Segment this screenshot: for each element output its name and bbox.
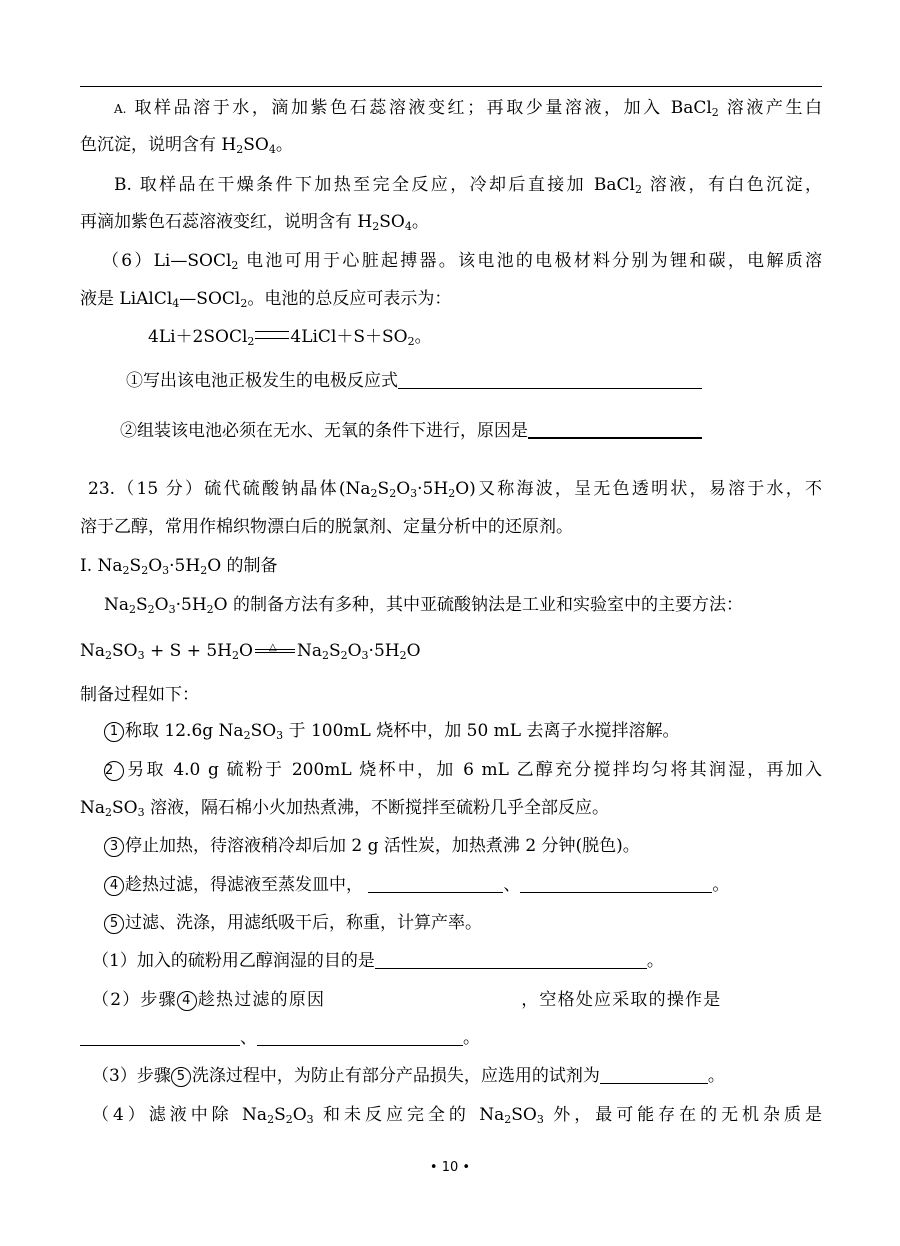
step-number: 3 (104, 837, 124, 857)
step-4: 4 趁热过滤，得滤液至蒸发皿中， 、 。 (104, 874, 822, 896)
answer-blank[interactable] (368, 875, 503, 893)
step-5: 5 过滤、洗涤，用滤纸吸干后，称重，计算产率。 (104, 912, 822, 934)
option-b-line-2: 再滴加紫色石蕊溶液变红，说明含有 $H_2SO_4$。 (80, 212, 429, 233)
reaction-equation: $Na_2SO_3 + S + 5H_2O$ △ $Na_2S_2O_3\cdot 5H_2O$ (80, 640, 822, 662)
question-4: （4）滤液中除 $Na_2S_2O_3$ 和未反应完全的 $Na_2SO_3$ 外，最可能存在的无机杂质是 (92, 1105, 822, 1126)
step-number: 4 (104, 876, 124, 896)
step-number: 4 (177, 991, 197, 1011)
q6-part-2: ②组装该电池必须在无水、无氧的条件下进行，原因是 (120, 420, 800, 442)
heating-arrow (255, 643, 295, 657)
answer-blank[interactable] (520, 875, 712, 893)
procedure-heading: 制备过程如下： (80, 685, 199, 705)
q6-equation: 4Li＋2SOCl$_2$ $4LiCl+S+SO_2$。 (148, 327, 432, 348)
step-2-line-1: 2 另取 4.0 g 硫粉于 200mL 烧杯中，加 6 mL 乙醇充分搅拌均匀将其润湿，再加入 (105, 760, 822, 780)
answer-blank[interactable] (398, 371, 702, 389)
option-b-line-1: B. 取样品在干燥条件下加热至完全反应，冷却后直接加 BaCl$_2$ 溶液，有白色沉淀， (114, 175, 822, 196)
equals-sign (255, 331, 289, 339)
q6-part-1: ①写出该电池正极发生的电极反应式 (126, 370, 786, 392)
answer-blank[interactable] (600, 1066, 708, 1084)
question-1: （1）加入的硫粉用乙醇润湿的目的是 。 (92, 951, 664, 971)
heat-symbol: △ (268, 642, 277, 653)
page-number: • 10 • (429, 1160, 471, 1175)
answer-blank[interactable] (80, 1028, 240, 1046)
method-intro: $Na_2S_2O_3\cdot 5H_2O$ 的制备方法有多种，其中亚硫酸钠法是工业和实验室中的主要方法： (104, 595, 743, 616)
section-heading: Ⅰ. $Na_2S_2O_3\cdot 5H_2O$ 的制备 (80, 556, 278, 577)
question-2-line-2: 、 。 (80, 1027, 822, 1049)
q6-line-2: 液是 LiAlCl$_4$—SOCl$_2$。电池的总反应可表示为： (80, 289, 452, 310)
option-a-line-2: 色沉淀，说明含有 $H_2SO_4$。 (80, 135, 293, 156)
step-3: 3 停止加热，待溶液稍冷却后加 2 g 活性炭，加热煮沸 2 分钟(脱色)。 (104, 835, 822, 857)
answer-blank[interactable] (375, 951, 647, 969)
answer-blank[interactable] (257, 1028, 463, 1046)
q23-line-1: 23.（15 分）硫代硫酸钠晶体$(Na_2S_2O_3\cdot 5H_2O)$又称海波，呈无色透明状，易溶于水，不 (88, 479, 822, 500)
step-number: 1 (104, 722, 124, 742)
answer-blank[interactable] (528, 420, 702, 439)
question-3: （3）步骤 5 洗涤过程中，为防止有部分产品损失，应选用的试剂为 。 (92, 1066, 725, 1086)
step-1: 1 称取 12.6g $Na_2SO_3$ 于 100mL 烧杯中，加 50 mL 去离子水搅拌溶解。 (104, 720, 822, 742)
q23-line-2: 溶于乙醇，常用作棉织物漂白后的脱氯剂、定量分析中的还原剂。 (80, 517, 573, 537)
step-number: 2 (104, 761, 124, 781)
step-2-line-2: $Na_2SO_3$ 溶液，隔石棉小火加热煮沸，不断搅拌至硫粉几乎全部反应。 (80, 798, 610, 819)
option-a-line-1: A. 取样品溶于水，滴加紫色石蕊溶液变红；再取少量溶液，加入 BaCl$_2$ 溶液产生白 (114, 98, 823, 119)
step-number: 5 (104, 914, 124, 934)
step-number: 5 (171, 1067, 191, 1087)
header-rule (80, 86, 822, 87)
question-2-line-1: （2）步骤 4 趁热过滤的原因 ，空格处应采取的操作是 (92, 990, 722, 1010)
q6-line-1: （6）Li—SOCl$_2$ 电池可用于心脏起搏器。该电池的电极材料分别为锂和碳，电解质溶 (102, 251, 822, 272)
